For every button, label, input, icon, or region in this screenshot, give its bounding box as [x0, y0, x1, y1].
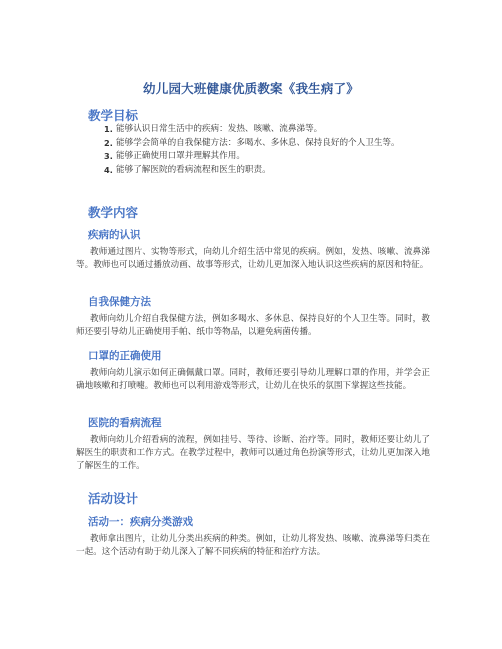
- section-body: 教师向幼儿介绍看病的流程，例如挂号、等待、诊断、治疗等。同时，教师还要让幼儿了解医生的职责和工作方式。在教学过程中，教师可以通过角色扮演等形式，让幼儿更加深入地了解医生的工作。: [76, 435, 430, 471]
- objective-number: 3.: [104, 151, 113, 162]
- objective-number: 1.: [104, 124, 113, 134]
- objective-text: 能够正确使用口罩并理解其作用。: [116, 151, 245, 162]
- activity-title: 活动一：疾病分类游戏: [88, 516, 193, 528]
- activity-body: 教师拿出图片，让幼儿分类出疾病的种类。例如，让幼儿将发热、咳嗽、流鼻涕等归类在一起。这个活动有助于幼儿深入了解不同疾病的特征和治疗方法。: [76, 534, 430, 557]
- section-title: 自我保健方法: [88, 296, 151, 308]
- objective-item: [76, 150, 432, 164]
- content-heading: 教学内容: [88, 205, 139, 220]
- objective-text: 能够认识日常生活中的疾病：发热、咳嗽、流鼻涕等。: [116, 124, 323, 134]
- objective-number: 2.: [104, 137, 113, 148]
- document-title: 幼儿园大班健康优质教案《我生病了》: [143, 81, 359, 96]
- section-body: 教师向幼儿演示如何正确佩戴口罩。同时，教师还要引导幼儿理解口罩的作用，并学会正确地咳嗽和打喷嚏。教师也可以利用游戏等形式，让幼儿在快乐的氛围下掌握这些技能。: [76, 368, 430, 391]
- objectives-heading: 教学目标: [88, 108, 139, 123]
- objective-item: [76, 123, 432, 137]
- section-title: 口罩的正确使用: [88, 350, 162, 362]
- section-body: 教师向幼儿介绍自我保健方法，例如多喝水、多休息、保持良好的个人卫生等。同时，教师还要引导幼儿正确使用手帕、纸巾等物品，以避免病菌传播。: [76, 314, 430, 337]
- objective-item: [76, 137, 432, 151]
- objective-text: 能够学会简单的自我保健方法：多喝水、多休息、保持良好的个人卫生等。: [116, 137, 400, 148]
- objective-text: 能够了解医院的看病流程和医生的职责。: [116, 164, 271, 175]
- objective-item: [76, 164, 432, 178]
- section-title: 医院的看病流程: [88, 417, 162, 429]
- activities-heading: 活动设计: [88, 491, 139, 506]
- section-title: 疾病的认识: [88, 229, 141, 241]
- section-body: 教师通过图片、实物等形式，向幼儿介绍生活中常见的疾病。例如，发热、咳嗽、流鼻涕等。教师也可以通过播放动画、故事等形式，让幼儿更加深入地认识这些疾病的原因和特征。: [76, 247, 430, 270]
- objective-number: 4.: [104, 164, 113, 175]
- objectives-list: [76, 123, 432, 177]
